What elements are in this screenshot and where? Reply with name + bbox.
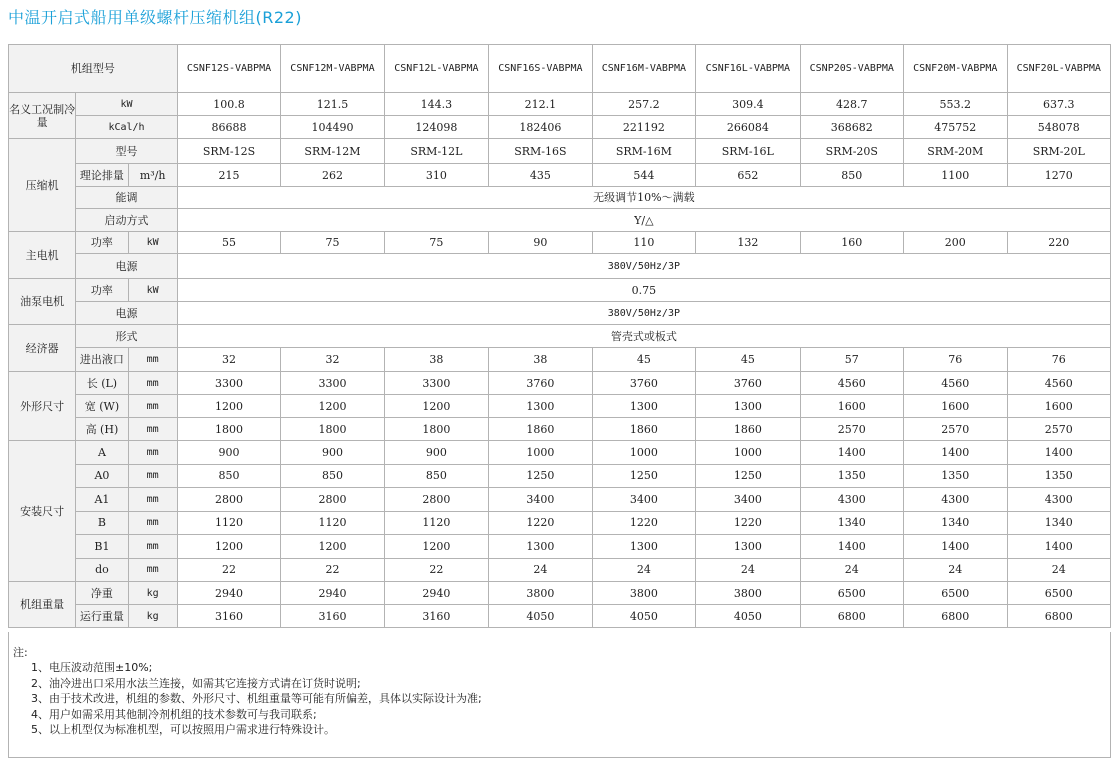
value-cell: 2570: [904, 418, 1007, 441]
unit-cell: mm: [128, 488, 177, 512]
value-cell: SRM-12M: [281, 139, 384, 164]
value-cell: 1400: [800, 535, 903, 559]
row-label: 能调: [76, 187, 177, 209]
installation-row: [9, 558, 1111, 582]
main-motor-group-label: 主电机: [9, 232, 76, 279]
value-cell: 1300: [489, 535, 592, 559]
value-cell: 850: [177, 464, 280, 488]
value-cell: 3760: [489, 372, 592, 395]
value-cell: 1120: [177, 511, 280, 535]
row-label: 高 (H): [76, 418, 128, 441]
installation-row: [9, 535, 1111, 559]
value-cell: 1200: [384, 395, 488, 418]
dimension-row: [9, 372, 1111, 395]
value-cell: 1220: [696, 511, 800, 535]
row-label: 形式: [76, 325, 177, 348]
value-cell: 3300: [384, 372, 488, 395]
model-header-cell: CSNF16S-VABPMA: [489, 45, 592, 93]
value-cell: 900: [281, 441, 384, 465]
value-cell: 1600: [904, 395, 1007, 418]
main-motor-power-row: [9, 232, 1111, 254]
value-cell: 1250: [592, 464, 695, 488]
value-cell: 75: [281, 232, 384, 254]
value-cell: 45: [696, 348, 800, 372]
economizer-group-label: 经济器: [9, 325, 76, 372]
value-cell: 3800: [696, 582, 800, 605]
value-cell: 2940: [384, 582, 488, 605]
value-cell: 3160: [384, 605, 488, 628]
value-cell: 4050: [696, 605, 800, 628]
value-cell: 24: [800, 558, 903, 582]
value-cell: 220: [1007, 232, 1111, 254]
capacity-kcal-row: [9, 116, 1111, 139]
value-cell: 1300: [489, 395, 592, 418]
model-header-cell: CSNF12S-VABPMA: [177, 45, 280, 93]
model-header-cell: CSNF12M-VABPMA: [281, 45, 384, 93]
value-cell: 6500: [904, 582, 1007, 605]
value-cell: 1200: [177, 535, 280, 559]
value-cell: 1400: [800, 441, 903, 465]
value-cell: 1340: [904, 511, 1007, 535]
value-cell: 132: [696, 232, 800, 254]
value-cell: 212.1: [489, 93, 592, 116]
value-cell: 548078: [1007, 116, 1111, 139]
value-cell: 55: [177, 232, 280, 254]
model-header-cell: CSNF16M-VABPMA: [592, 45, 695, 93]
notes-list: [31, 660, 482, 738]
value-cell: 100.8: [177, 93, 280, 116]
value-cell: 1800: [281, 418, 384, 441]
value-cell: 1860: [696, 418, 800, 441]
value-cell: 86688: [177, 116, 280, 139]
merged-value-cell: 380V/50Hz/3P: [177, 302, 1110, 325]
value-cell: 38: [489, 348, 592, 372]
value-cell: 2800: [281, 488, 384, 512]
value-cell: 475752: [904, 116, 1007, 139]
value-cell: 1200: [384, 535, 488, 559]
note-item: 5、以上机型仅为标准机型，可以按照用户需求进行特殊设计。: [31, 723, 335, 736]
value-cell: 1000: [489, 441, 592, 465]
unit-cell: mm: [128, 395, 177, 418]
model-header-label: 机组型号: [9, 45, 178, 93]
installation-row: [9, 488, 1111, 512]
row-label: 型号: [76, 139, 177, 164]
row-label: A0: [76, 464, 128, 488]
row-label: do: [76, 558, 128, 582]
row-label: 宽 (W): [76, 395, 128, 418]
model-header-cell: CSNP20S-VABPMA: [800, 45, 903, 93]
value-cell: 1200: [281, 535, 384, 559]
value-cell: 1250: [696, 464, 800, 488]
row-label: B1: [76, 535, 128, 559]
unit-cell: m³/h: [128, 164, 177, 187]
value-cell: 76: [904, 348, 1007, 372]
value-cell: SRM-16M: [592, 139, 695, 164]
merged-value-cell: 380V/50Hz/3P: [177, 254, 1110, 279]
value-cell: 3160: [281, 605, 384, 628]
value-cell: 121.5: [281, 93, 384, 116]
value-cell: 1300: [592, 535, 695, 559]
unit-cell: mm: [128, 511, 177, 535]
value-cell: 4300: [800, 488, 903, 512]
value-cell: 1300: [696, 395, 800, 418]
row-label: 净重: [76, 582, 128, 605]
model-header-cell: CSNF12L-VABPMA: [384, 45, 488, 93]
value-cell: 3800: [592, 582, 695, 605]
row-label: 理论排量: [76, 164, 128, 187]
capacity-group-label: 名义工况制冷量: [9, 93, 76, 139]
value-cell: 2570: [1007, 418, 1111, 441]
value-cell: 4050: [592, 605, 695, 628]
value-cell: 3400: [592, 488, 695, 512]
value-cell: 76: [1007, 348, 1111, 372]
value-cell: SRM-12S: [177, 139, 280, 164]
compressor-capacity-control-row: [9, 187, 1111, 209]
value-cell: 1800: [177, 418, 280, 441]
value-cell: SRM-16L: [696, 139, 800, 164]
value-cell: 110: [592, 232, 695, 254]
value-cell: 1860: [489, 418, 592, 441]
value-cell: 6800: [800, 605, 903, 628]
unit-cell: mm: [128, 348, 177, 372]
unit-cell: mm: [128, 558, 177, 582]
row-label: A1: [76, 488, 128, 512]
value-cell: 45: [592, 348, 695, 372]
value-cell: 24: [489, 558, 592, 582]
value-cell: 435: [489, 164, 592, 187]
value-cell: 57: [800, 348, 903, 372]
row-label: A: [76, 441, 128, 465]
value-cell: 1350: [904, 464, 1007, 488]
unit-cell: kCal/h: [76, 116, 177, 139]
installation-group-label: 安装尺寸: [9, 441, 76, 582]
value-cell: 4300: [904, 488, 1007, 512]
unit-cell: kW: [128, 279, 177, 302]
value-cell: 4050: [489, 605, 592, 628]
oil-pump-group-label: 油泵电机: [9, 279, 76, 325]
value-cell: 4560: [1007, 372, 1111, 395]
model-header-cell: CSNF20L-VABPMA: [1007, 45, 1111, 93]
value-cell: 4560: [904, 372, 1007, 395]
value-cell: 637.3: [1007, 93, 1111, 116]
notes-label: 注:: [13, 646, 28, 659]
value-cell: 850: [384, 464, 488, 488]
value-cell: 144.3: [384, 93, 488, 116]
compressor-group-label: 压缩机: [9, 139, 76, 232]
note-item: 1、电压波动范围±10%;: [31, 661, 153, 674]
value-cell: 24: [592, 558, 695, 582]
value-cell: 221192: [592, 116, 695, 139]
value-cell: 1100: [904, 164, 1007, 187]
value-cell: 1220: [489, 511, 592, 535]
value-cell: 1350: [800, 464, 903, 488]
value-cell: 310: [384, 164, 488, 187]
unit-cell: mm: [128, 372, 177, 395]
capacity-kw-row: [9, 93, 1111, 116]
dimension-row: [9, 395, 1111, 418]
value-cell: 3800: [489, 582, 592, 605]
weight-group-label: 机组重量: [9, 582, 76, 628]
spec-table: [8, 44, 1111, 628]
unit-cell: kg: [128, 605, 177, 628]
merged-value-cell: Y/△: [177, 209, 1110, 232]
value-cell: 544: [592, 164, 695, 187]
value-cell: 24: [696, 558, 800, 582]
value-cell: 1220: [592, 511, 695, 535]
value-cell: 3160: [177, 605, 280, 628]
value-cell: 1000: [592, 441, 695, 465]
page-title: 中温开启式船用单级螺杆压缩机组(R22): [8, 8, 302, 27]
value-cell: 22: [281, 558, 384, 582]
value-cell: 3400: [696, 488, 800, 512]
value-cell: 32: [281, 348, 384, 372]
value-cell: 1300: [592, 395, 695, 418]
value-cell: 215: [177, 164, 280, 187]
value-cell: 6800: [1007, 605, 1111, 628]
value-cell: 200: [904, 232, 1007, 254]
value-cell: 2800: [384, 488, 488, 512]
weight-row: [9, 582, 1111, 605]
value-cell: 262: [281, 164, 384, 187]
note-item: 3、由于技术改进，机组的参数、外形尺寸、机组重量等可能有所偏差，具体以实际设计为准;: [31, 692, 482, 705]
value-cell: SRM-12L: [384, 139, 488, 164]
value-cell: 1400: [1007, 535, 1111, 559]
value-cell: 3300: [281, 372, 384, 395]
economizer-port-row: [9, 348, 1111, 372]
value-cell: 553.2: [904, 93, 1007, 116]
row-label: 功率: [76, 279, 128, 302]
value-cell: 1270: [1007, 164, 1111, 187]
value-cell: 1200: [177, 395, 280, 418]
value-cell: 90: [489, 232, 592, 254]
value-cell: 24: [1007, 558, 1111, 582]
installation-row: [9, 441, 1111, 465]
dimension-row: [9, 418, 1111, 441]
row-label: B: [76, 511, 128, 535]
value-cell: 6800: [904, 605, 1007, 628]
value-cell: 4560: [800, 372, 903, 395]
value-cell: 1120: [281, 511, 384, 535]
header-row: [9, 45, 1111, 93]
value-cell: 3400: [489, 488, 592, 512]
value-cell: 1400: [1007, 441, 1111, 465]
notes-panel: [8, 632, 1111, 758]
value-cell: SRM-20M: [904, 139, 1007, 164]
compressor-displacement-row: [9, 164, 1111, 187]
unit-cell: kW: [76, 93, 177, 116]
value-cell: 6500: [800, 582, 903, 605]
value-cell: 1860: [592, 418, 695, 441]
value-cell: 124098: [384, 116, 488, 139]
compressor-model-row: [9, 139, 1111, 164]
value-cell: 900: [384, 441, 488, 465]
row-label: 进出液口: [76, 348, 128, 372]
value-cell: 3760: [696, 372, 800, 395]
value-cell: 2940: [281, 582, 384, 605]
value-cell: 22: [177, 558, 280, 582]
value-cell: 32: [177, 348, 280, 372]
value-cell: 368682: [800, 116, 903, 139]
value-cell: 309.4: [696, 93, 800, 116]
value-cell: 428.7: [800, 93, 903, 116]
value-cell: 3300: [177, 372, 280, 395]
row-label: 启动方式: [76, 209, 177, 232]
value-cell: 24: [904, 558, 1007, 582]
value-cell: 1340: [800, 511, 903, 535]
value-cell: 652: [696, 164, 800, 187]
weight-row: [9, 605, 1111, 628]
value-cell: 1250: [489, 464, 592, 488]
unit-cell: mm: [128, 464, 177, 488]
oil-pump-power-row: [9, 279, 1111, 302]
unit-cell: kg: [128, 582, 177, 605]
unit-cell: mm: [128, 441, 177, 465]
value-cell: 2800: [177, 488, 280, 512]
main-motor-supply-row: [9, 254, 1111, 279]
row-label: 长 (L): [76, 372, 128, 395]
note-item: 2、油冷进出口采用水法兰连接，如需其它连接方式请在订货时说明;: [31, 676, 361, 690]
value-cell: 1000: [696, 441, 800, 465]
row-label: 功率: [76, 232, 128, 254]
value-cell: 6500: [1007, 582, 1111, 605]
value-cell: 1200: [281, 395, 384, 418]
merged-value-cell: 无级调节10%～满载: [177, 187, 1110, 209]
installation-row: [9, 511, 1111, 535]
row-label: 电源: [76, 254, 177, 279]
value-cell: 1350: [1007, 464, 1111, 488]
value-cell: 38: [384, 348, 488, 372]
value-cell: 2940: [177, 582, 280, 605]
value-cell: 75: [384, 232, 488, 254]
value-cell: 1400: [904, 535, 1007, 559]
compressor-start-row: [9, 209, 1111, 232]
merged-value-cell: 0.75: [177, 279, 1110, 302]
model-header-cell: CSNF16L-VABPMA: [696, 45, 800, 93]
value-cell: 850: [800, 164, 903, 187]
value-cell: SRM-16S: [489, 139, 592, 164]
value-cell: 22: [384, 558, 488, 582]
value-cell: 257.2: [592, 93, 695, 116]
value-cell: 182406: [489, 116, 592, 139]
oil-pump-supply-row: [9, 302, 1111, 325]
value-cell: 2570: [800, 418, 903, 441]
value-cell: 1600: [800, 395, 903, 418]
value-cell: 1600: [1007, 395, 1111, 418]
value-cell: 1300: [696, 535, 800, 559]
value-cell: 266084: [696, 116, 800, 139]
row-label: 运行重量: [76, 605, 128, 628]
unit-cell: kW: [128, 232, 177, 254]
value-cell: 160: [800, 232, 903, 254]
value-cell: 900: [177, 441, 280, 465]
value-cell: 104490: [281, 116, 384, 139]
unit-cell: mm: [128, 418, 177, 441]
value-cell: SRM-20S: [800, 139, 903, 164]
model-header-cell: CSNF20M-VABPMA: [904, 45, 1007, 93]
value-cell: 4300: [1007, 488, 1111, 512]
row-label: 电源: [76, 302, 177, 325]
value-cell: 1800: [384, 418, 488, 441]
economizer-type-row: [9, 325, 1111, 348]
merged-value-cell: 管壳式或板式: [177, 325, 1110, 348]
value-cell: SRM-20L: [1007, 139, 1111, 164]
installation-row: [9, 464, 1111, 488]
dimensions-group-label: 外形尺寸: [9, 372, 76, 441]
unit-cell: mm: [128, 535, 177, 559]
value-cell: 3760: [592, 372, 695, 395]
value-cell: 850: [281, 464, 384, 488]
value-cell: 1400: [904, 441, 1007, 465]
note-item: 4、用户如需采用其他制冷剂机组的技术参数可与我司联系;: [31, 707, 317, 721]
value-cell: 1120: [384, 511, 488, 535]
value-cell: 1340: [1007, 511, 1111, 535]
